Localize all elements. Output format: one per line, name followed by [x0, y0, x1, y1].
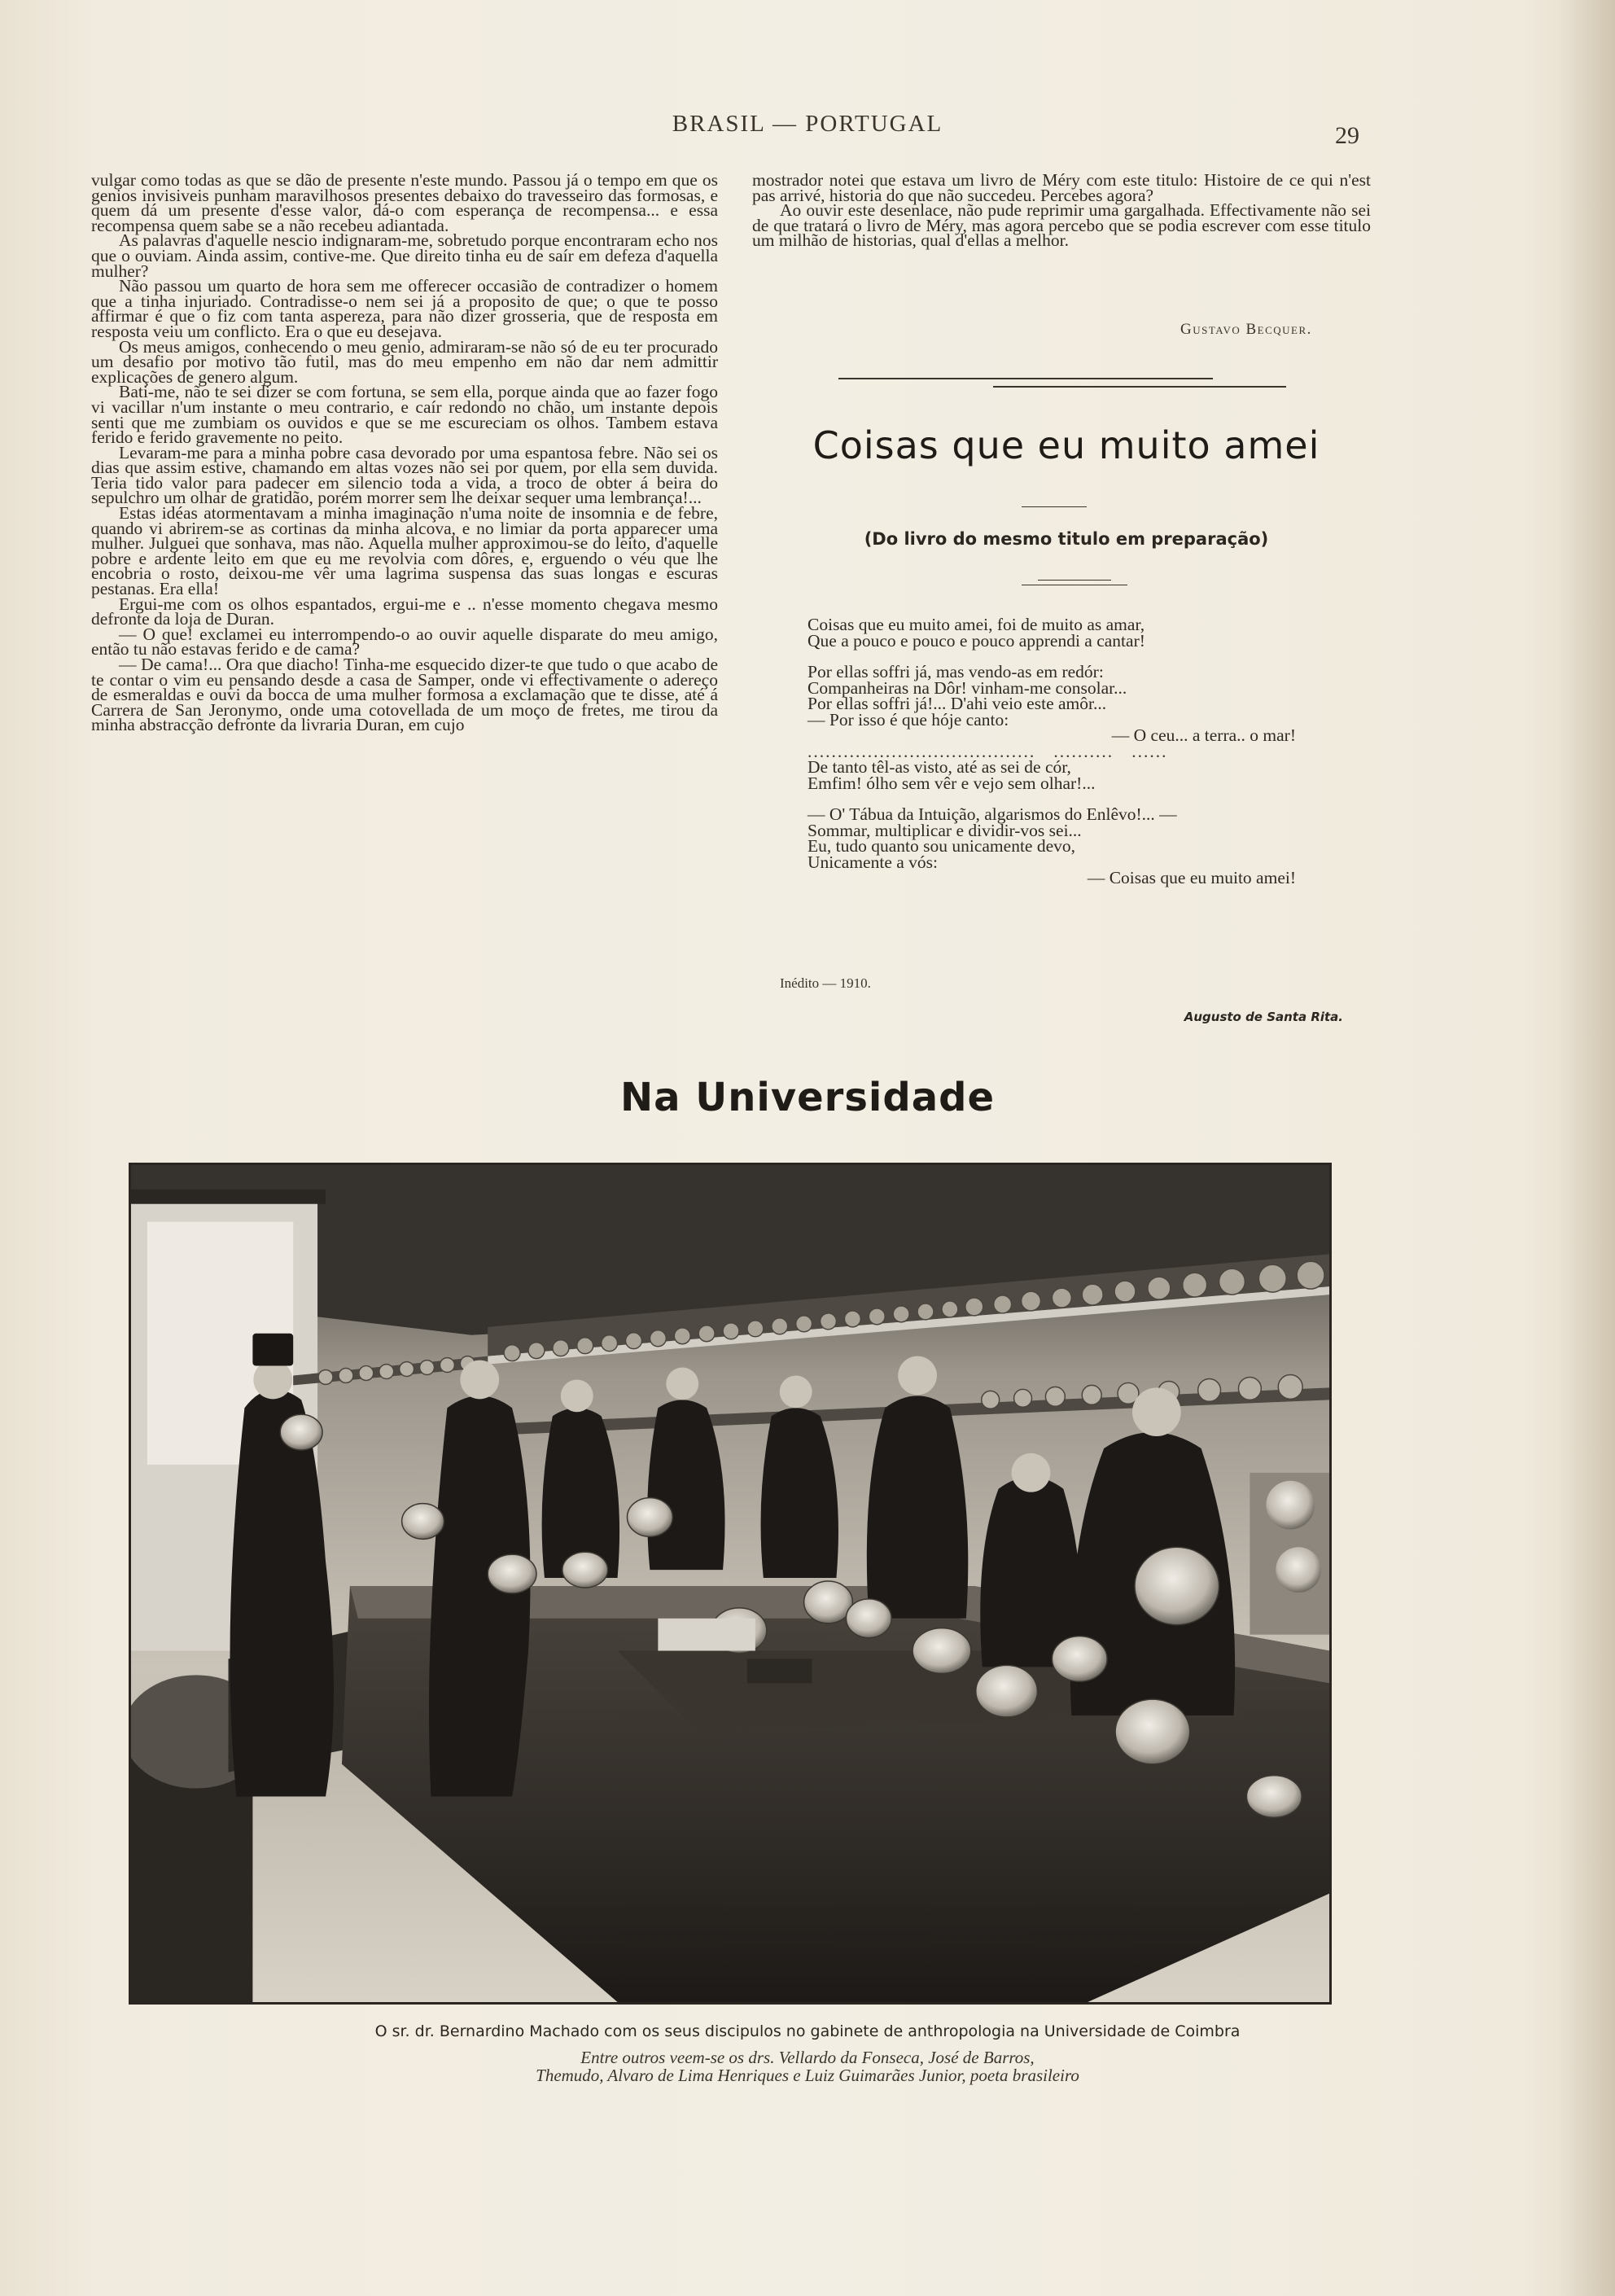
poem-stanza: [808, 664, 1312, 760]
poem-line: Sommar, multiplicar e dividir-vos sei...: [808, 820, 1082, 840]
poem-title: Coisas que eu muito amei: [812, 423, 1320, 467]
anthropology-lab-photo: [129, 1163, 1332, 2005]
poem-line: Por ellas soffri já, mas vendo-as em redór:: [808, 662, 1104, 681]
poem-line: Emfim! ólho sem vêr e vejo sem olhar!...: [808, 773, 1096, 793]
poem-author: Augusto de Santa Rita.: [1184, 1010, 1343, 1024]
photo-caption-names: [0, 2048, 1615, 2084]
photo-caption: O sr. dr. Bernardino Machado com os seus discipulos no gabinete de anthropologia na Universidade de Coimbra: [374, 2022, 1241, 2040]
separator-rule: [993, 386, 1286, 388]
article-title: Na Universidade: [619, 1075, 996, 1120]
poem-line: — Por isso é que hóje canto:: [808, 709, 1009, 730]
poem-line: Que a pouco e pouco e pouco apprendi a cantar!: [808, 630, 1145, 651]
poem-subtitle: (Do livro do mesmo titulo em preparação): [864, 529, 1269, 549]
story-paragraph: Os meus amigos, conhecendo o meu genio, admiraram-se não só de eu ter procurado um desafio por motivo tão futil, mas do meu empenho em não dar nem admittir explicações de genero algum.: [91, 336, 718, 387]
story-paragraph: vulgar como todas as que se dão de presente n'este mundo. Passou já o tempo em que os genios invisiveis punham maravilhosos presentes debaixo do travesseiro das formosas, e quem dá um presente d'esse valor, dá-o com esperança de recompensa... e essa recompensa quem sabe se a não recebeu adiantada.: [91, 170, 718, 235]
separator-rule: [838, 378, 1213, 379]
story-paragraph: Bati-me, não te sei dizer se com fortuna, se sem ella, porque ainda que ao fazer fogo vi vacillar n'um instante o meu contrario, e caír redondo no chão, um instante depois senti que me zumbiam os ouvidos e que se me escureciam os olhos. Tambem estava ferido e ferido gravemente no peito.: [91, 382, 718, 448]
story-paragraph: Levaram-me para a minha pobre casa devorado por uma espantosa febre. Não sei os dias que assim estive, chamando em altas vozes não sei por quem, por ella sem duvida. Teria tido valor para padecer em silencio toda a vida, a troco de obter á beira do sepulchro um olhar de gratidão, porém morrer sem lhe deixar sequer uma lembrança!...: [91, 442, 718, 508]
story-paragraph: As palavras d'aquelle nescio indignaram-me, sobretudo porque encontraram echo nos que o ouviam. Ainda assim, contive-me. Que direito tinha eu de saír em defeza d'aquella mulher?: [91, 230, 718, 281]
story-paragraph: — O que! exclamei eu interrompendo-o ao ouvir aquelle disparate do meu amigo, então tu não estavas ferido e de cama?: [91, 624, 718, 659]
story-paragraph: — De cama!... Ora que diacho! Tinha-me esquecido dizer-te que tudo o que acabo de te contar o vim eu pensando desde a casa de Samper, onde vi effectivamente o adereço de esmeraldas e ouvi da bocca de uma mulher formosa a exclamação que te disse, até á Carrera de San Jeronymo, onde uma cotovellada de um moço de fretes, me tirou da minha abstracção defronte da livraria Duran, em cujo: [91, 655, 718, 735]
poem-refrain: — Coisas que eu muito amei!: [1087, 868, 1296, 887]
poem-stanza: [808, 804, 1312, 887]
story-right-column: [752, 170, 1371, 251]
story-paragraph: Ergui-me com os olhos espantados, ergui-me e .. n'esse momento chegava mesmo defronte da loja de Duran.: [91, 594, 718, 629]
poem-line: Unicamente a vós:: [808, 852, 939, 872]
poem-refrain: — O ceu... a terra.. o mar!: [1111, 725, 1296, 745]
photo-caption-line: Entre outros veem-se os drs. Vellardo da Fonseca, José de Barros,: [580, 2048, 1035, 2067]
poem-body: [808, 617, 1312, 902]
running-title: BRASIL — PORTUGAL: [672, 111, 943, 137]
poem-stanza: [808, 617, 1312, 649]
poem-line: Companheiras na Dôr! vinham-me consolar...: [808, 677, 1127, 698]
poem-line: Por ellas soffri já!... D'ahi veio este amôr...: [808, 694, 1107, 713]
page-edge-shadow: [1558, 0, 1615, 2296]
story-paragraph: Ao ouvir este desenlace, não pude reprimir uma gargalhada. Effectivamente não sei de que tratará o livro de Méry, mas agora percebo que se podia escrever com esse titulo um milhão de historias, qual d'ellas a melhor.: [752, 200, 1371, 251]
page-number: 29: [1335, 122, 1359, 149]
poem-stanza: [808, 757, 1312, 793]
separator-rule: [1038, 580, 1111, 581]
poem-line: De tanto têl-as visto, até as sei de cór,: [808, 757, 1071, 777]
poem-line: — O' Tábua da Intuição, algarismos do Enlêvo!... —: [808, 804, 1177, 824]
poem-date: Inédito — 1910.: [780, 975, 871, 991]
poem-dotted-line: ...................................... .......... ......: [808, 741, 1168, 761]
separator-rule: [1022, 506, 1087, 507]
poem-line: Eu, tudo quanto sou unicamente devo,: [808, 836, 1075, 856]
story-paragraph: Não passou um quarto de hora sem me offerecer occasião de contradizer o homem que a tinha injuriado. Contradisse-o nem sei já a proposito de que; o que te posso affirmar é que o fiz com tanta aspereza, para não dizer grosseria, que de resposta em resposta veiu um conflicto. Era o que eu desejava.: [91, 276, 718, 341]
photo-illustration: [131, 1165, 1329, 2002]
story-paragraph: Estas idéas atormentavam a minha imaginação n'uma noite de insomnia e de febre, quando vi abrirem-se as cortinas da minha alcova, e no limiar da porta apparecer uma mulher. Julguei que sonhava, mas não. Aquella mulher approximou-se do leito, d'aquelle pobre e ardente leito em que eu me revolvia com dôres, e, erguendo o véu que lhe encobria o rosto, deixou-me vêr uma lagrima suspensa das suas longas e escuras pestanas. Era ella!: [91, 503, 718, 599]
story-author: Gustavo Becquer.: [1180, 321, 1312, 338]
photo-caption-line: Themudo, Alvaro de Lima Henriques e Luiz Guimarães Junior, poeta brasileiro: [536, 2066, 1079, 2085]
poem-line: Coisas que eu muito amei, foi de muito as amar,: [808, 615, 1145, 634]
story-paragraph: mostrador notei que estava um livro de Méry com este titulo: Histoire de ce qui n'est pas arrivé, historia do que não succedeu. Percebes agora?: [752, 170, 1371, 205]
story-left-column: [91, 170, 718, 735]
